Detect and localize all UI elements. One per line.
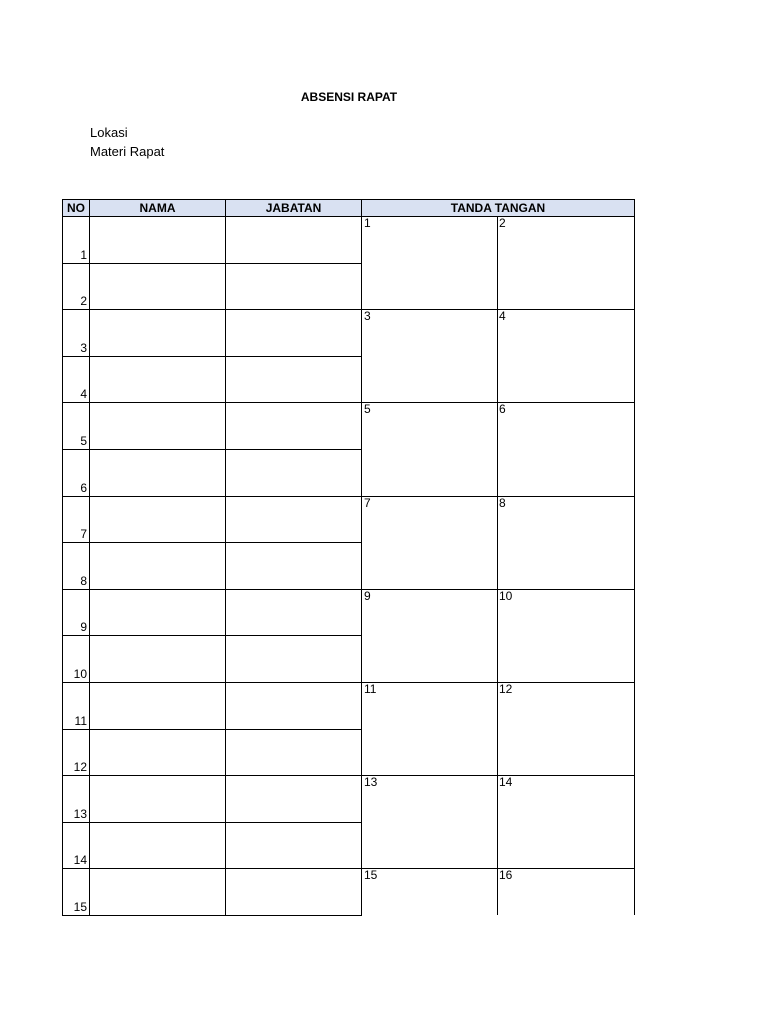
signature-number: 14 [499,775,513,790]
nama-cell [89,449,226,497]
signature-number: 6 [499,402,506,417]
jabatan-cell [225,402,362,450]
row-number-cell [62,216,90,264]
nama-cell [89,496,226,544]
jabatan-cell [225,635,362,683]
jabatan-cell [225,216,362,264]
header-jabatan: JABATAN [225,199,362,217]
document-title: ABSENSI RAPAT [300,90,398,104]
signature-number: 16 [499,868,513,883]
row-number: 7 [80,527,87,542]
nama-cell [89,822,226,870]
row-number: 14 [73,853,87,868]
row-number: 12 [73,760,87,775]
row-number-cell [62,775,90,823]
signature-cell [497,682,635,776]
signature-cell [497,496,635,590]
jabatan-cell [225,589,362,637]
row-number: 3 [80,340,87,355]
signature-cell [361,775,498,869]
nama-cell [89,216,226,264]
signature-number: 11 [364,682,377,696]
jabatan-cell [225,729,362,777]
signature-cell [361,402,498,496]
jabatan-cell [225,775,362,823]
signature-cell [497,589,635,683]
jabatan-cell [225,356,362,404]
row-number-cell [62,822,90,870]
signature-cell [361,496,498,590]
nama-cell [89,309,226,357]
signature-number: 3 [364,309,371,324]
lokasi-label: Lokasi [90,125,128,140]
signature-cell [497,216,635,310]
signature-cell [361,682,498,776]
jabatan-cell [225,822,362,870]
nama-cell [89,682,226,730]
header-nama: NAMA [89,199,226,217]
signature-number: 2 [499,216,506,230]
header-no: NO [62,199,90,217]
nama-cell [89,635,226,683]
jabatan-cell [225,263,362,311]
row-number-cell [62,263,90,311]
row-number: 6 [80,480,87,495]
row-number-cell [62,729,90,777]
signature-number: 5 [364,402,371,417]
jabatan-cell [225,868,362,916]
signature-cell [497,775,635,869]
signature-number: 12 [499,682,513,696]
materi-rapat-label: Materi Rapat [90,144,165,159]
signature-cell [361,589,498,683]
row-number: 9 [80,620,87,635]
row-number: 11 [74,713,87,728]
row-number-cell [62,868,90,916]
signature-number: 4 [499,309,506,324]
nama-cell [89,589,226,637]
row-number-cell [62,635,90,683]
row-number: 5 [80,433,87,448]
row-number: 2 [80,294,87,309]
row-number: 8 [80,573,87,588]
row-number: 15 [73,899,87,914]
signature-number: 8 [499,495,506,510]
header-tanda-tangan: TANDA TANGAN [361,199,635,217]
nama-cell [89,263,226,311]
signature-number: 1 [364,216,371,230]
signature-number: 13 [364,775,378,790]
signature-cell [497,309,635,403]
row-number-cell [62,542,90,590]
row-number-cell [62,496,90,544]
jabatan-cell [225,542,362,590]
jabatan-cell [225,496,362,544]
row-number-cell [62,356,90,404]
nama-cell [89,402,226,450]
signature-number: 7 [364,495,371,510]
signature-cell [361,216,498,310]
jabatan-cell [225,309,362,357]
signature-number: 9 [364,588,371,603]
row-number: 1 [80,247,87,262]
nama-cell [89,868,226,916]
jabatan-cell [225,682,362,730]
row-number: 10 [73,666,87,681]
jabatan-cell [225,449,362,497]
signature-cell [497,868,635,915]
row-number-cell [62,589,90,637]
nama-cell [89,356,226,404]
signature-cell [497,402,635,496]
row-number: 4 [80,387,87,402]
row-number-cell [62,682,90,730]
signature-number: 10 [499,588,513,603]
nama-cell [89,729,226,777]
row-number-cell [62,402,90,450]
row-number: 13 [73,806,87,821]
signature-cell [361,868,498,915]
signature-cell [361,309,498,403]
signature-number: 15 [364,868,378,883]
nama-cell [89,542,226,590]
nama-cell [89,775,226,823]
row-number-cell [62,449,90,497]
row-number-cell [62,309,90,357]
